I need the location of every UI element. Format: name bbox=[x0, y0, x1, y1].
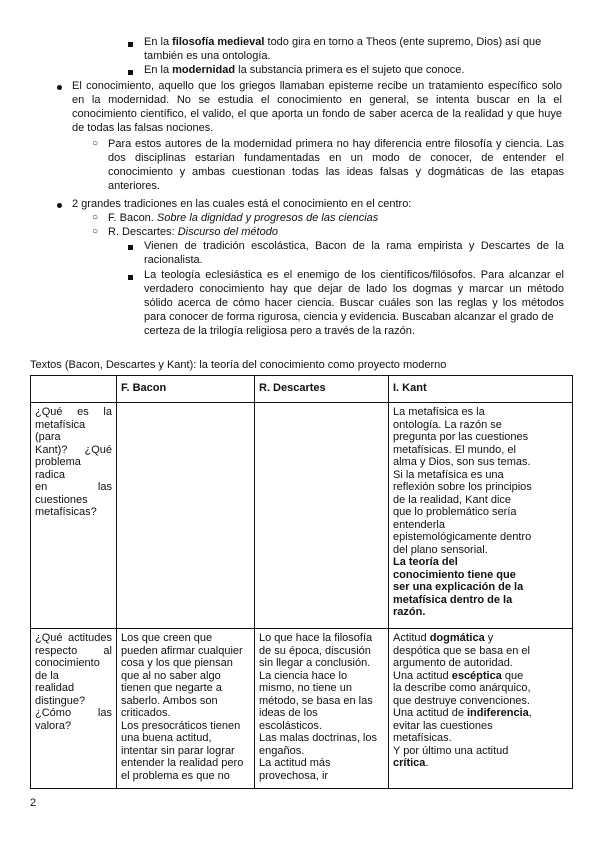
para-traditions: 2 grandes tradiciones en las cuales está el conocimiento en el centro: bbox=[72, 198, 412, 210]
para-medieval-line1: En la filosofía medieval todo gira en torno a Theos (ente supremo, Dios) así que bbox=[144, 36, 542, 48]
cell-kant-2: Actitud dogmática y despótica que se basa en el argumento de autoridad. Una actitud escéptica que la describe como anárquico, que destruye convenciones. Una actitud de indiferencia, evitar las cuestiones metafísicas. Y por último una actitud crítica. bbox=[389, 629, 573, 789]
para-scholastic: Vienen de tradición escolástica, Bacon de la rama empirista y Descartes de la racionalista. bbox=[144, 240, 564, 266]
table-row bbox=[31, 629, 573, 789]
item-descartes: R. Descartes: Discurso del método bbox=[108, 226, 278, 238]
para-authors: Para estos autores de la modernidad primera no hay diferencia entre filosofía y ciencia. Las dos disciplinas estarían fundamentadas en un modo de conocer, de entender el conocimiento y ambas cuestionan todas las ideas falsas y dogmáticas de las etapas anteriores. bbox=[108, 138, 564, 192]
para-theology: La teología eclesiástica es el enemigo de los científicos/filósofos. Para alcanzar el verdadero conocimiento hay que dejar de lado los dogmas y marcar un método sólido acerca de cómo hacer ciencia. Buscar cuáles son las reglas y los métodos para conocer de forma rigurosa, ciencia y evidencia. Buscaban alcanzar el grado de certeza de la trilogía religiosa pero a través de la razón. bbox=[144, 269, 564, 337]
table-row bbox=[31, 403, 573, 629]
header-descartes: R. Descartes bbox=[255, 376, 389, 403]
bullet-circle-icon: ○ bbox=[92, 138, 99, 149]
para-medieval-line2: también es una ontología. bbox=[144, 50, 271, 62]
question-metaphysics: ¿Qué es la metafísica (para Kant)? ¿Qué problema radica en las cuestiones metafísicas? bbox=[31, 403, 117, 629]
bullet-dot-icon bbox=[57, 203, 62, 208]
bullet-circle-icon: ○ bbox=[92, 212, 99, 223]
bullet-square-icon bbox=[128, 70, 133, 75]
para-knowledge: El conocimiento, aquello que los griegos llamaban episteme recibe un tratamiento específico solo en la modernidad. No se estudia el conocimiento en general, se intenta buscar en la el conocimiento científico, el valido, el que aporta un fondo de saber acerca de la realidad y que huye de todas las falsas nociones. bbox=[72, 80, 562, 134]
question-attitudes: ¿Qué actitudes respecto al conocimiento de la realidad distingue? ¿Cómo las valora? bbox=[31, 629, 117, 789]
cell-descartes-2: Lo que hace la filosofía de su época, discusión sin llegar a conclusión. La ciencia hace lo mismo, no tiene un método, se basa en las ideas de los escolásticos. Las malas doctrinas, los engaños. La actitud más provechosa, ir bbox=[255, 629, 389, 789]
page-number: 2 bbox=[30, 797, 37, 809]
header-empty bbox=[31, 376, 117, 403]
para-modern: En la modernidad la substancia primera es el sujeto que conoce. bbox=[144, 64, 465, 76]
table-caption: Textos (Bacon, Descartes y Kant): la teoría del conocimiento como proyecto moderno bbox=[30, 359, 447, 371]
item-bacon: F. Bacon. Sobre la dignidad y progresos de las ciencias bbox=[108, 212, 379, 224]
table-header-row bbox=[31, 376, 573, 403]
cell-bacon-2: Los que creen que pueden afirmar cualquier cosa y los que piensan que al no saber algo tienen que negarte a saberlo. Ambos son criticados. Los presocráticos tienen una buena actitud, intentar sin parar lograr entender la realidad pero el problema es que no bbox=[117, 629, 255, 789]
bullet-square-icon bbox=[128, 275, 133, 280]
cell-bacon-1 bbox=[117, 403, 255, 629]
cell-kant-1: La metafísica es la ontología. La razón se pregunta por las cuestiones metafísicas. El mundo, el alma y Dios, son sus temas. Si la metafísica es una reflexión sobre los principios de la realidad, Kant dice que lo problemático sería entenderla epistemológicamente dentro del plano sensorial. La teoría del conocimiento tiene que ser una explicación de la metafísica dentro de la razón. bbox=[389, 403, 573, 629]
header-bacon: F. Bacon bbox=[117, 376, 255, 403]
bullet-circle-icon: ○ bbox=[92, 226, 99, 237]
bullet-square-icon bbox=[128, 42, 133, 47]
cell-descartes-1 bbox=[255, 403, 389, 629]
bullet-dot-icon bbox=[57, 85, 62, 90]
comparison-table bbox=[30, 375, 573, 789]
header-kant: I. Kant bbox=[389, 376, 573, 403]
bullet-square-icon bbox=[128, 245, 133, 250]
